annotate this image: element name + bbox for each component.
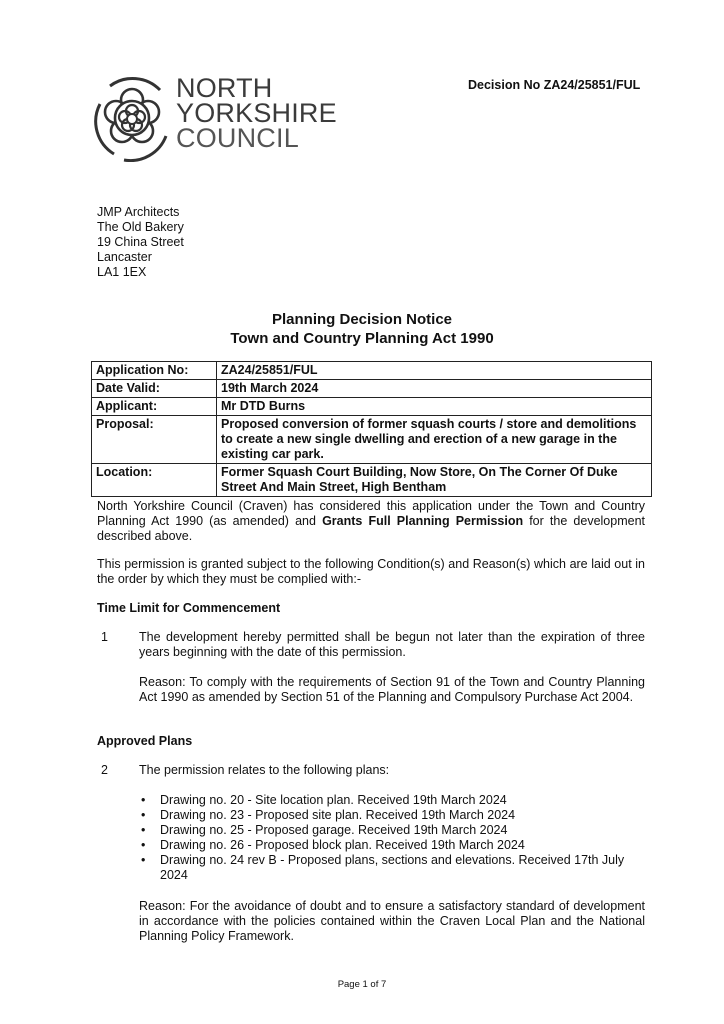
logo-line-yorkshire: YORKSHIRE [176, 98, 337, 128]
plan-text: Drawing no. 20 - Site location plan. Received 19th March 2024 [160, 793, 507, 807]
condition-text: The permission relates to the following plans: [139, 763, 390, 777]
condition-reason: Reason: For the avoidance of doubt and to ensure a satisfactory standard of development in accordance with the policies contained within the Craven Local Plan and the National Planning Policy Framework. [139, 899, 645, 943]
table-row [92, 464, 652, 497]
decision-text-end: for the development described above. [97, 514, 645, 543]
council-name [176, 73, 337, 153]
condition-heading-time-limit: Time Limit for Commencement [97, 601, 281, 615]
bullet: • [141, 823, 146, 837]
address-line: JMP Architects [97, 205, 180, 219]
condition-number: 2 [101, 763, 108, 777]
list-item [139, 793, 645, 808]
address-line: 19 China Street [97, 235, 184, 249]
list-item [139, 808, 645, 823]
detail-value: ZA24/25851/FUL [217, 362, 652, 380]
table-row [92, 362, 652, 380]
address-line: Lancaster [97, 250, 152, 264]
rose-emblem-icon [90, 74, 174, 162]
plan-text: Drawing no. 26 - Proposed block plan. Received 19th March 2024 [160, 838, 525, 852]
application-details-table [91, 361, 652, 497]
detail-value: 19th March 2024 [217, 380, 652, 398]
detail-label: Date Valid: [92, 380, 217, 398]
detail-value: Former Squash Court Building, Now Store, On The Corner Of Duke Street And Main Street, High Bentham [217, 464, 652, 497]
council-logo [90, 74, 340, 164]
recipient-address [97, 205, 184, 280]
detail-value: Proposed conversion of former squash courts / store and demolitions to create a new single dwelling and erection of a new garage in the existing car park. [217, 416, 652, 464]
list-item [139, 853, 645, 883]
condition-number: 1 [101, 630, 108, 644]
bullet: • [141, 793, 146, 807]
table-row [92, 416, 652, 464]
decision-text-start: North Yorkshire Council (Craven) has considered this application under the Town and Country Planning Act 1990 (as amended) and [97, 499, 645, 528]
detail-value: Mr DTD Burns [217, 398, 652, 416]
approved-plans-list [139, 793, 645, 883]
page-number: Page 1 of 7 [337, 979, 387, 990]
conditions-intro: This permission is granted subject to the following Condition(s) and Reason(s) which are laid out in the order by which they must be complied with:- [97, 557, 645, 586]
detail-label: Location: [92, 464, 217, 497]
bullet: • [141, 853, 146, 867]
condition-reason: Reason: To comply with the requirements of Section 91 of the Town and Country Planning Act 1990 as amended by Section 51 of the Planning and Compulsory Purchase Act 2004. [139, 675, 645, 704]
plan-text: Drawing no. 25 - Proposed garage. Received 19th March 2024 [160, 823, 508, 837]
address-line: The Old Bakery [97, 220, 184, 234]
list-item [139, 823, 645, 838]
list-item [139, 838, 645, 853]
decision-number: Decision No ZA24/25851/FUL [468, 78, 641, 92]
decision-statement [97, 499, 645, 544]
detail-label: Proposal: [92, 416, 217, 464]
logo-line-council: COUNCIL [176, 123, 299, 153]
bullet: • [141, 808, 146, 822]
act-title: Town and Country Planning Act 1990 [230, 330, 494, 347]
table-row [92, 398, 652, 416]
condition-heading-approved-plans: Approved Plans [97, 734, 193, 748]
plan-text: Drawing no. 24 rev B - Proposed plans, sections and elevations. Received 17th July 2024 [160, 853, 625, 882]
logo-line-north: NORTH [176, 73, 273, 103]
table-row [92, 380, 652, 398]
bullet: • [141, 838, 146, 852]
plan-text: Drawing no. 23 - Proposed site plan. Received 19th March 2024 [160, 808, 516, 822]
decision-outcome: Grants Full Planning Permission [322, 514, 524, 528]
detail-label: Application No: [92, 362, 217, 380]
detail-label: Applicant: [92, 398, 217, 416]
address-line: LA1 1EX [97, 265, 147, 279]
notice-title: Planning Decision Notice [271, 311, 453, 328]
condition-text: The development hereby permitted shall be begun not later than the expiration of three years beginning with the date of this permission. [139, 630, 645, 659]
